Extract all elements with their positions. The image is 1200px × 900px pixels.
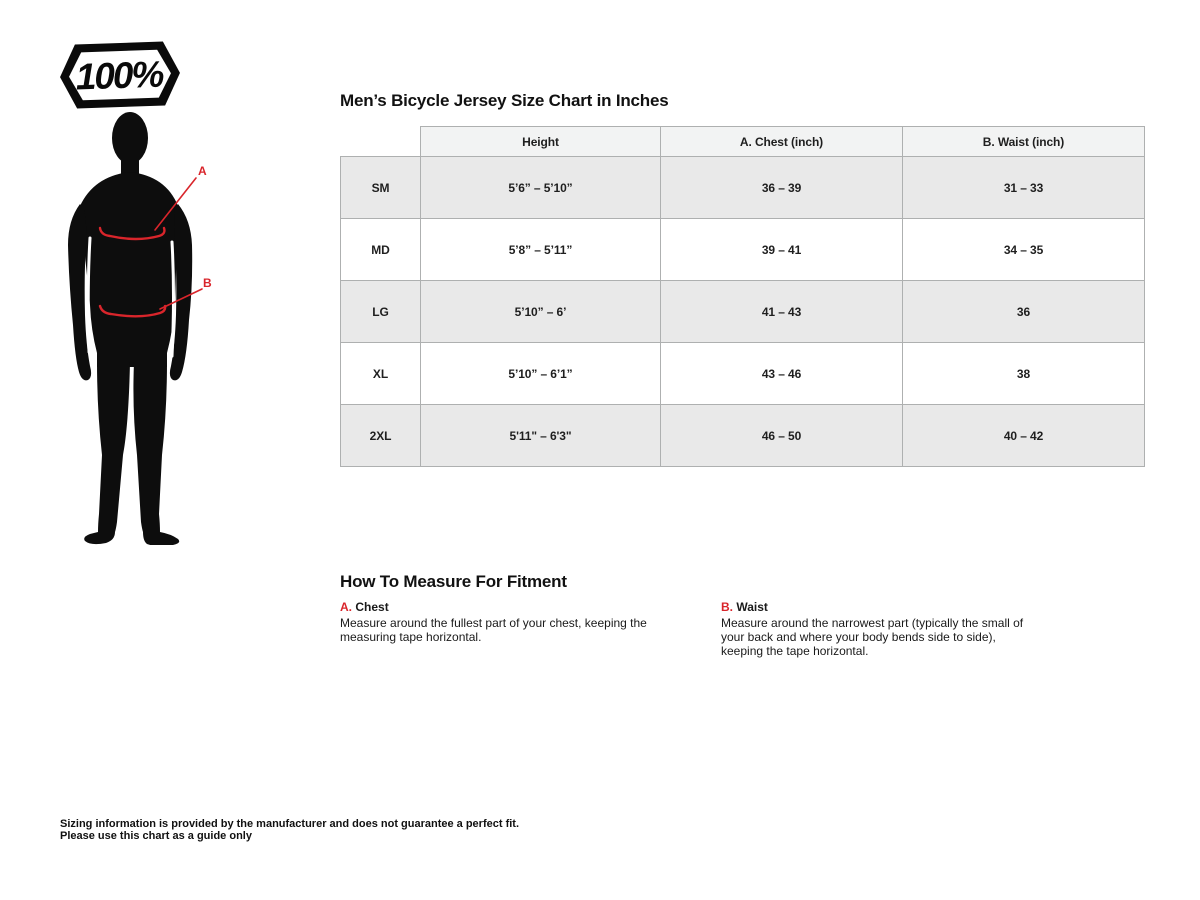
how-to-measure-heading: How To Measure For Fitment	[340, 572, 567, 591]
measure-item-label	[721, 600, 1031, 614]
height-cell: 5’8” – 5’11”	[421, 219, 661, 281]
male-silhouette-figure	[60, 110, 230, 545]
height-cell: 5'11" – 6'3"	[421, 405, 661, 467]
waist-cell: 36	[903, 281, 1145, 343]
waist-cell: 38	[903, 343, 1145, 405]
chest-cell: 41 – 43	[661, 281, 903, 343]
height-cell: 5’10” – 6’1”	[421, 343, 661, 405]
brand-logo-100percent-icon	[58, 38, 182, 112]
chest-cell: 36 – 39	[661, 157, 903, 219]
measure-label-text: Chest	[355, 600, 389, 614]
measure-item-description: Measure around the fullest part of your chest, keeping the measuring tape horizontal.	[340, 616, 647, 644]
waist-cell: 34 – 35	[903, 219, 1145, 281]
measure-item-waist	[721, 600, 1031, 658]
measure-label-text: Waist	[736, 600, 768, 614]
table-row-2xl	[341, 405, 1145, 467]
disclaimer-line-2: Please use this chart as a guide only	[60, 830, 252, 842]
waist-cell: 40 – 42	[903, 405, 1145, 467]
size-table-header-height: Height	[421, 127, 661, 157]
table-row-sm	[341, 157, 1145, 219]
waist-cell: 31 – 33	[903, 157, 1145, 219]
how-to-measure-section	[340, 572, 1100, 658]
measure-label-prefix: A.	[340, 600, 352, 614]
size-table-header-blank	[341, 127, 421, 157]
chest-callout-label: A	[198, 164, 207, 178]
chest-cell: 43 – 46	[661, 343, 903, 405]
chest-cell: 46 – 50	[661, 405, 903, 467]
chest-cell: 39 – 41	[661, 219, 903, 281]
height-cell: 5’6” – 5’10”	[421, 157, 661, 219]
size-table-header-waist: B. Waist (inch)	[903, 127, 1145, 157]
logo-text: 100%	[75, 53, 164, 98]
size-table-header-chest: A. Chest (inch)	[661, 127, 903, 157]
page-title: Men’s Bicycle Jersey Size Chart in Inches	[340, 91, 669, 110]
measure-item-chest	[340, 600, 650, 644]
measure-label-prefix: B.	[721, 600, 733, 614]
size-cell: 2XL	[341, 405, 421, 467]
size-cell: LG	[341, 281, 421, 343]
table-row-lg	[341, 281, 1145, 343]
size-cell: MD	[341, 219, 421, 281]
size-table-header-row	[341, 127, 1145, 157]
size-cell: SM	[341, 157, 421, 219]
height-cell: 5’10” – 6’	[421, 281, 661, 343]
table-row-xl	[341, 343, 1145, 405]
measure-item-description: Measure around the narrowest part (typically the small of your back and where your body bends side to side), keeping the tape horizontal.	[721, 616, 1024, 658]
size-table	[340, 126, 1145, 467]
sizing-disclaimer	[60, 818, 519, 842]
disclaimer-line-1: Sizing information is provided by the manufacturer and does not guarantee a perfect fit.	[60, 818, 520, 830]
waist-callout-label: B	[203, 276, 212, 290]
table-row-md	[341, 219, 1145, 281]
measure-item-label	[340, 600, 650, 614]
size-chart-content	[340, 91, 1144, 467]
size-cell: XL	[341, 343, 421, 405]
